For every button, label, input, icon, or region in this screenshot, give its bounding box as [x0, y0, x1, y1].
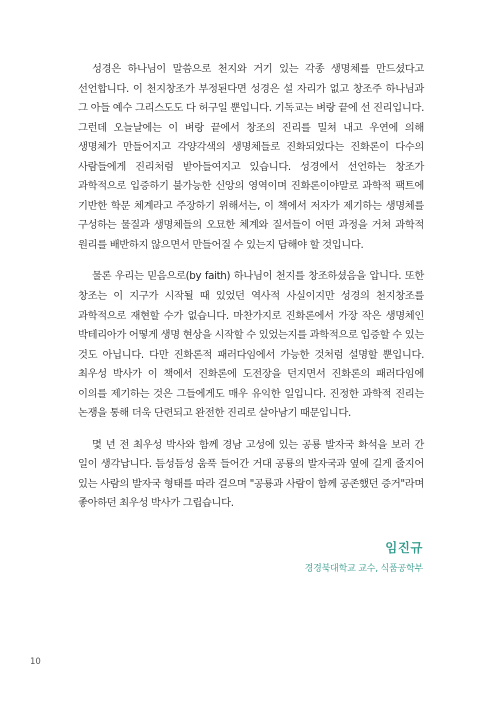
foreword-body: [78, 60, 424, 526]
author-signature: [305, 538, 423, 574]
author-name: 임진규: [385, 540, 423, 555]
paragraph-3: 몇 년 전 최우성 박사와 함께 경남 고성에 있는 공룡 발자국 화석을 보러 간 일이 생각납니다. 듬성듬성 움푹 들어간 거대 공룡의 발자국과 옆에 길게 줄지어 있는 사람의 발자국 형태를 따라 걸으며 "공룡과 사람이 함께 공존했던 증거"라며 좋아하던 최우성 박사가 그립습니다.: [78, 438, 424, 510]
author-affiliation: 경경북대학교 교수, 식품공학부: [304, 564, 423, 574]
paragraph-1: 성경은 하나님이 말씀으로 천지와 거기 있는 각종 생명체를 만드셨다고 선언합니다. 이 천지창조가 부정된다면 성경은 설 자리가 없고 창조주 하나님과 그 아들 예수 그리스도도 다 허구일 뿐입니다. 기독교는 벼랑 끝에 선 진리입니다. 그런데 오늘날에는 이 벼랑 끝에서 창조의 진리를 밀쳐 내고 우연에 의해 생명체가 만들어지고 각양각색의 생명체들로 진화되었다는 진화론이 다수의 사람들에게 진리처럼 받아들여지고 있습니다. 성경에서 선언하는 창조가 과학적으로 입증하기 불가능한 신앙의 영역이며 진화론이야말로 과학적 팩트에 기반한 학문 체계라고 주장하기 위해서는, 이 책에서 저자가 제기하는 생명체를 구성하는 물질과 생명체들의 오묘한 체계와 질서들이 어떤 과정을 거쳐 과학적 원리를 배반하지 않으면서 만들어질 수 있는지 답해야 할 것입니다.: [78, 63, 424, 251]
paragraph-2: 물론 우리는 믿음으로(by faith) 하나님이 천지를 창조하셨음을 압니다. 또한 창조는 이 지구가 시작될 때 있었던 역사적 사실이지만 성경의 천지창조를 과학적으로 재현할 수가 없습니다. 마찬가지로 진화론에서 가장 작은 생명체인 박테리아가 어떻게 생명 현상을 시작할 수 있었는지를 과학적으로 입증할 수 있는 것도 아닙니다. 다만 진화론적 패러다임에서 가능한 것처럼 설명할 뿐입니다. 최우성 박사가 이 책에서 진화론에 도전장을 던지면서 진화론의 패러다임에 이의를 제기하는 것은 그들에게도 매우 유익한 일입니다. 진정한 과학적 진리는 논쟁을 통해 더욱 단련되고 완전한 진리로 살아남기 때문입니다.: [78, 270, 424, 420]
page-number: 10: [30, 657, 41, 667]
